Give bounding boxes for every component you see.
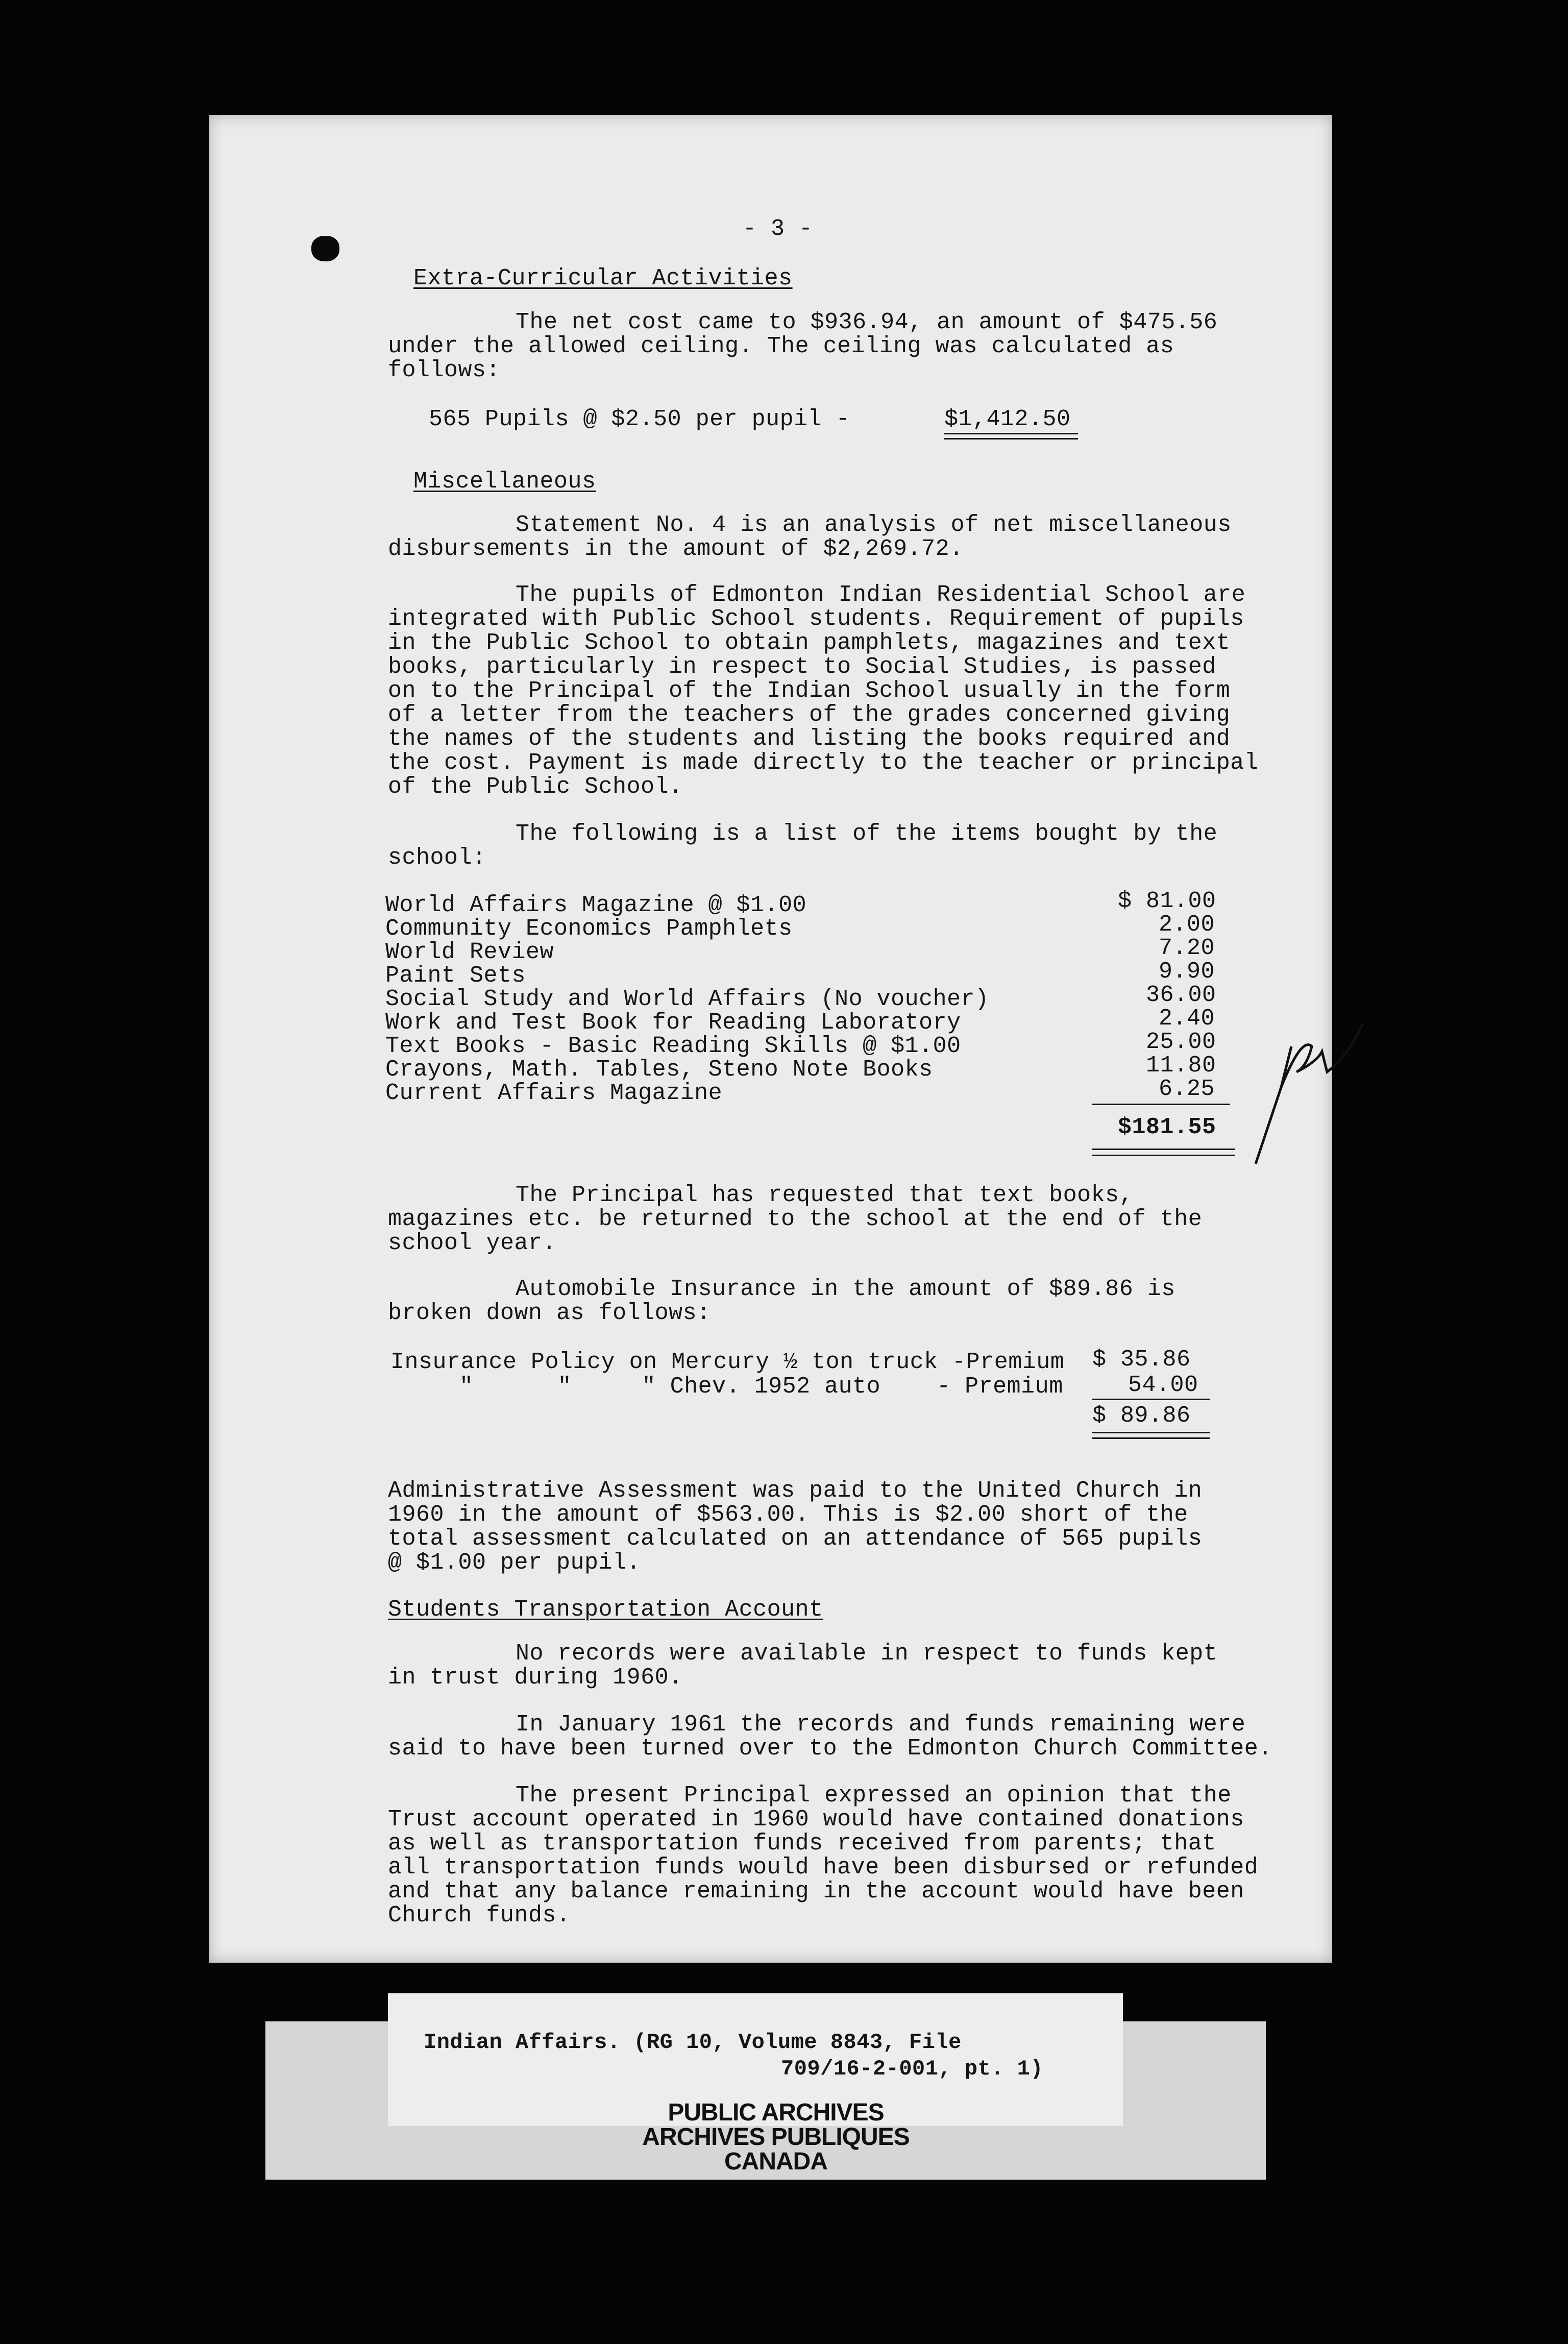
paragraph-line: The following is a list of the items bought by the — [516, 821, 1218, 847]
paragraph-line: the names of the students and listing the books required and — [388, 726, 1231, 752]
paragraph-line: magazines etc. be returned to the school at the end of the — [388, 1206, 1203, 1232]
calculation-label: 565 Pupils @ $2.50 per pupil - — [429, 406, 850, 432]
double-underline — [1092, 1149, 1235, 1150]
item-amount: 11.80 — [1146, 1053, 1216, 1079]
item-name: World Review — [385, 939, 554, 965]
insurance-total: $ 89.86 — [1092, 1403, 1191, 1429]
insurance-line: Insurance Policy on Mercury ½ ton truck -Premium — [390, 1349, 1065, 1375]
paragraph-line: broken down as follows: — [388, 1300, 711, 1326]
item-name: World Affairs Magazine @ $1.00 — [385, 892, 807, 918]
paragraph-line: Statement No. 4 is an analysis of net miscellaneous — [516, 512, 1232, 538]
paragraph-line: total assessment calculated on an attendance of 565 pupils — [388, 1526, 1203, 1552]
item-name: Crayons, Math. Tables, Steno Note Books — [385, 1057, 933, 1083]
section-heading-extra-curricular: Extra-Curricular Activities — [413, 265, 793, 291]
item-amount: 9.90 — [1159, 959, 1215, 985]
paragraph-line: under the allowed ceiling. The ceiling was calculated as — [388, 333, 1174, 359]
reference-label-line: Indian Affairs. (RG 10, Volume 8843, File — [424, 2030, 962, 2055]
section-heading-miscellaneous: Miscellaneous — [413, 469, 596, 495]
page-number: - 3 - — [743, 216, 813, 242]
stamp-line: ARCHIVES PUBLIQUES — [642, 2123, 910, 2151]
insurance-amount: $ 35.86 — [1092, 1347, 1191, 1373]
paragraph-line: integrated with Public School students. Requirement of pupils — [388, 606, 1244, 632]
item-amount: $ 81.00 — [1118, 888, 1216, 914]
paragraph-line: Automobile Insurance in the amount of $89.86 is — [516, 1276, 1175, 1302]
item-amount: 7.20 — [1159, 935, 1215, 961]
paragraph-line: disbursements in the amount of $2,269.72. — [388, 536, 964, 562]
paragraph-line: as well as transportation funds received from parents; that — [388, 1830, 1216, 1857]
item-name: Paint Sets — [385, 963, 526, 989]
paragraph-line: in trust during 1960. — [388, 1665, 683, 1691]
double-underline — [1092, 1155, 1235, 1156]
paragraph-line: Trust account operated in 1960 would have contained donations — [388, 1806, 1244, 1833]
stamp-line: PUBLIC ARCHIVES — [668, 2099, 884, 2126]
paragraph-line: of a letter from the teachers of the grades concerned giving — [388, 702, 1231, 728]
paragraph-line: the cost. Payment is made directly to the teacher or principal — [388, 750, 1259, 776]
paragraph-line: The present Principal expressed an opinion that the — [516, 1783, 1232, 1809]
paragraph-line: school year. — [388, 1230, 557, 1256]
insurance-amount: 54.00 — [1128, 1372, 1198, 1398]
item-amount: 36.00 — [1146, 982, 1216, 1008]
paragraph-line: @ $1.00 per pupil. — [388, 1550, 641, 1576]
punch-hole — [311, 236, 339, 261]
item-name: Text Books - Basic Reading Skills @ $1.00 — [385, 1033, 961, 1059]
item-amount: 2.00 — [1159, 912, 1215, 938]
item-name: Social Study and World Affairs (No voucher) — [385, 986, 989, 1012]
public-archives-stamp — [577, 2101, 975, 2174]
paragraph-line: school: — [388, 845, 486, 871]
item-name: Work and Test Book for Reading Laboratory — [385, 1010, 961, 1036]
paragraph-line: books, particularly in respect to Social Studies, is passed — [388, 654, 1216, 680]
underline — [944, 433, 1078, 434]
paragraph-line: Church funds. — [388, 1902, 571, 1928]
paragraph-line: on to the Principal of the Indian School usually in the form — [388, 678, 1231, 704]
underline — [1092, 1399, 1210, 1400]
paragraph-line: and that any balance remaining in the account would have been — [388, 1878, 1244, 1904]
double-underline — [1092, 1437, 1210, 1439]
item-name: Current Affairs Magazine — [385, 1080, 723, 1106]
calculation-value: $1,412.50 — [944, 406, 1071, 432]
item-amount: 2.40 — [1159, 1006, 1215, 1032]
items-total: $181.55 — [1118, 1114, 1216, 1140]
section-heading-students-transportation: Students Transportation Account — [388, 1597, 823, 1623]
paragraph-line: of the Public School. — [388, 774, 683, 800]
reference-label-line: 709/16-2-001, pt. 1) — [781, 2057, 1044, 2081]
item-name: Community Economics Pamphlets — [385, 916, 793, 942]
paragraph-line: follows: — [388, 357, 501, 383]
paragraph-line: all transportation funds would have been disbursed or refunded — [388, 1854, 1259, 1881]
paragraph-line: In January 1961 the records and funds remaining were — [516, 1712, 1246, 1738]
handwritten-check-mark-icon — [1245, 1016, 1368, 1169]
item-amount: 6.25 — [1159, 1076, 1215, 1102]
insurance-line: " " " Chev. 1952 auto - Premium — [431, 1374, 1063, 1400]
double-underline — [944, 438, 1078, 440]
paragraph-line: in the Public School to obtain pamphlets, magazines and text — [388, 630, 1231, 656]
paragraph-line: No records were available in respect to funds kept — [516, 1641, 1218, 1667]
double-underline — [1092, 1432, 1210, 1433]
paragraph-line: 1960 in the amount of $563.00. This is $2.00 short of the — [388, 1502, 1188, 1528]
paragraph-line: Administrative Assessment was paid to the United Church in — [388, 1478, 1203, 1504]
stamp-line: CANADA — [724, 2148, 827, 2175]
underline — [1092, 1104, 1230, 1105]
paragraph-line: The net cost came to $936.94, an amount of $475.56 — [516, 309, 1218, 335]
item-amount: 25.00 — [1146, 1029, 1216, 1055]
paragraph-line: The pupils of Edmonton Indian Residential School are — [516, 582, 1246, 608]
paragraph-line: said to have been turned over to the Edmonton Church Committee. — [388, 1736, 1272, 1762]
paragraph-line: The Principal has requested that text books, — [516, 1182, 1134, 1208]
